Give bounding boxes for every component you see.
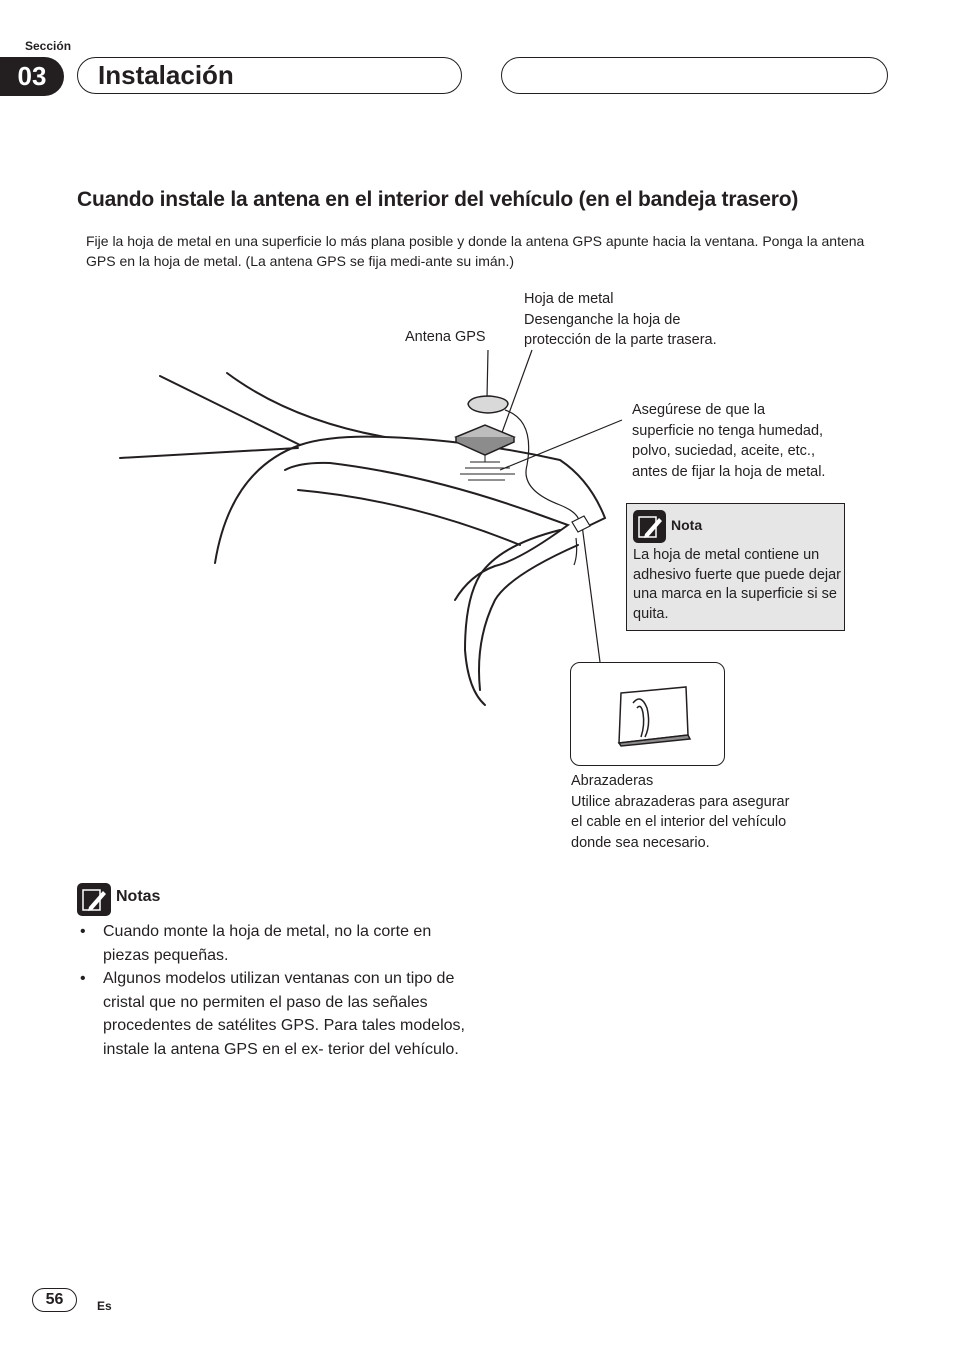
list-item: • Cuando monte la hoja de metal, no la corte en piezas pequeñas. bbox=[77, 920, 472, 967]
metal-sheet bbox=[456, 425, 514, 455]
clamps-label-line: el cable en el interior del vehículo bbox=[571, 814, 787, 830]
surface-hatch bbox=[460, 455, 515, 480]
metal-sheet-label-line: Desenganche la hoja de bbox=[524, 311, 681, 328]
section-label: Sección bbox=[25, 39, 72, 53]
clamp-icon bbox=[619, 687, 690, 746]
leader-line bbox=[500, 350, 532, 438]
page-number: 56 bbox=[32, 1288, 77, 1312]
language-code: Es bbox=[97, 1299, 112, 1313]
surface-label-line: Asegúrese de que la bbox=[632, 402, 766, 418]
page-heading: Cuando instale la antena en el interior del vehículo (en el bandeja trasero) bbox=[77, 188, 799, 211]
metal-sheet-label-line: protección de la parte trasera. bbox=[524, 332, 717, 348]
rear-shelf-outline bbox=[215, 437, 605, 563]
pencil-note-icon bbox=[633, 510, 666, 543]
antenna-cable bbox=[574, 538, 577, 565]
section-number: 03 bbox=[0, 57, 64, 96]
surface-label bbox=[632, 400, 825, 482]
antenna-cable bbox=[505, 410, 580, 530]
clamps-label bbox=[571, 771, 789, 853]
leader-line bbox=[500, 420, 622, 470]
section-title-text: Instalación bbox=[98, 60, 234, 90]
list-item: • Algunos modelos utilizan ventanas con un tipo de cristal que no permiten el paso de las señales procedentes de satélites GPS. Para tales modelos, instale la antena GPS en el ex- terior del vehículo. bbox=[77, 967, 472, 1061]
gps-antenna bbox=[468, 396, 508, 413]
clamp-illustration-box bbox=[570, 662, 725, 766]
surface-label-line: antes de fijar la hoja de metal. bbox=[632, 463, 826, 480]
pencil-note-icon bbox=[77, 883, 111, 916]
nota-title: Nota bbox=[671, 517, 703, 533]
clamps-label-line: Abrazaderas bbox=[571, 773, 654, 789]
notes-title: Notas bbox=[116, 888, 161, 905]
rear-shelf-inner bbox=[285, 463, 568, 600]
notes-list bbox=[77, 920, 472, 1061]
clamps-label-line: Utilice abrazaderas para asegurar bbox=[571, 793, 790, 810]
window-edge-line bbox=[160, 376, 300, 445]
leader-line bbox=[582, 525, 600, 662]
metal-sheet-label bbox=[524, 289, 717, 351]
window-edge-line bbox=[120, 448, 298, 458]
intro-paragraph: Fije la hoja de metal en una superficie lo más plana posible y donde la antena GPS apunte hacia la ventana. Ponga la antena GPS en la hoja de metal. (La antena GPS se fija medi-ante su imán.) bbox=[86, 233, 865, 269]
cable-clamp bbox=[572, 516, 590, 532]
window-edge-line bbox=[227, 373, 385, 437]
antenna-label: Antena GPS bbox=[405, 329, 486, 345]
surface-label-line: polvo, suciedad, aceite, etc., bbox=[632, 443, 815, 459]
surface-label-line: superficie no tenga humedad, bbox=[632, 422, 824, 439]
clamps-label-line: donde sea necesario. bbox=[571, 834, 710, 851]
metal-sheet-label-line: Hoja de metal bbox=[524, 291, 614, 307]
leader-line bbox=[487, 350, 488, 398]
rear-shelf-inner bbox=[298, 490, 520, 545]
nota-text: La hoja de metal contiene un adhesivo fuerte que puede dejar una marca en la superficie si se quita. bbox=[633, 547, 841, 622]
